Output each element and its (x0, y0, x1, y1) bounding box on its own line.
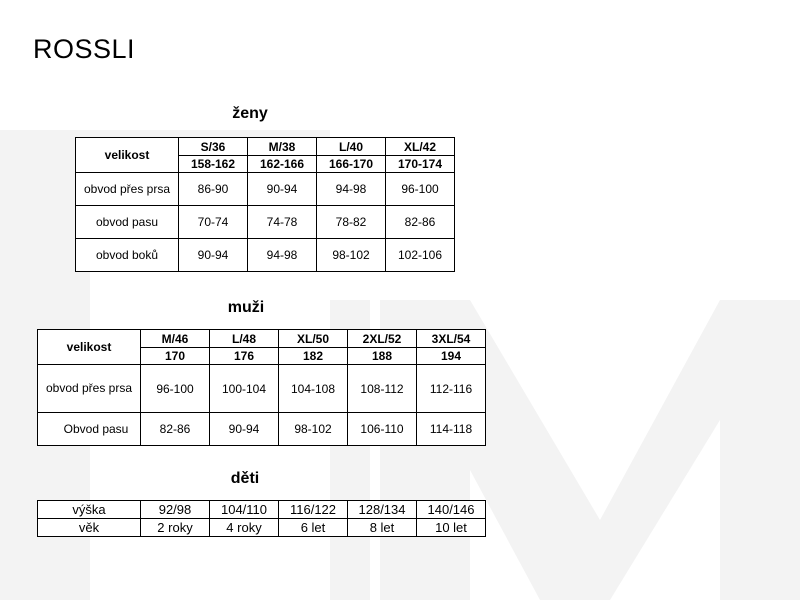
women-size: L/40 (317, 138, 386, 156)
men-height: 188 (348, 348, 417, 365)
men-size: M/46 (141, 330, 210, 348)
men-height: 176 (210, 348, 279, 365)
men-size: 3XL/54 (417, 330, 486, 348)
kids-cell: 4 roky (210, 519, 279, 537)
brand-logo: ROSSLI (33, 34, 136, 64)
women-cell: 78-82 (317, 206, 386, 239)
men-cell: 106-110 (348, 413, 417, 446)
men-cell: 96-100 (141, 365, 210, 413)
men-cell: 108-112 (348, 365, 417, 413)
men-height: 170 (141, 348, 210, 365)
women-cell: 90-94 (179, 239, 248, 272)
kids-cell: 116/122 (279, 501, 348, 519)
women-cell: 70-74 (179, 206, 248, 239)
women-row-label: obvod přes prsa (76, 173, 179, 206)
women-cell: 102-106 (386, 239, 455, 272)
kids-cell: 92/98 (141, 501, 210, 519)
women-cell: 94-98 (248, 239, 317, 272)
men-row-label: obvod přes prsa (38, 365, 141, 413)
women-size-table (75, 137, 455, 272)
men-row-label: Obvod pasu (38, 413, 141, 446)
kids-cell: 104/110 (210, 501, 279, 519)
kids-cell: 140/146 (417, 501, 486, 519)
women-cell: 96-100 (386, 173, 455, 206)
women-cell: 86-90 (179, 173, 248, 206)
women-size: S/36 (179, 138, 248, 156)
women-cell: 90-94 (248, 173, 317, 206)
kids-cell: 8 let (348, 519, 417, 537)
women-cell: 82-86 (386, 206, 455, 239)
men-size-table (37, 329, 486, 446)
women-row-label: obvod boků (76, 239, 179, 272)
women-height: 158-162 (179, 156, 248, 173)
men-size: 2XL/52 (348, 330, 417, 348)
women-height: 170-174 (386, 156, 455, 173)
women-cell: 98-102 (317, 239, 386, 272)
women-height: 166-170 (317, 156, 386, 173)
men-cell: 112-116 (417, 365, 486, 413)
men-cell: 100-104 (210, 365, 279, 413)
men-cell: 104-108 (279, 365, 348, 413)
kids-title: děti (230, 470, 260, 487)
kids-row-label: výška (38, 501, 141, 519)
men-cell: 98-102 (279, 413, 348, 446)
men-title: muži (227, 299, 265, 316)
men-cell: 90-94 (210, 413, 279, 446)
men-height: 194 (417, 348, 486, 365)
men-cell: 114-118 (417, 413, 486, 446)
women-title: ženy (232, 105, 268, 122)
kids-row-label: věk (38, 519, 141, 537)
women-height: 162-166 (248, 156, 317, 173)
men-size: L/48 (210, 330, 279, 348)
women-header-cell: velikost (76, 138, 179, 173)
men-size: XL/50 (279, 330, 348, 348)
women-cell: 74-78 (248, 206, 317, 239)
women-cell: 94-98 (317, 173, 386, 206)
women-row-label: obvod pasu (76, 206, 179, 239)
kids-size-table (37, 500, 486, 537)
men-height: 182 (279, 348, 348, 365)
kids-cell: 6 let (279, 519, 348, 537)
kids-cell: 2 roky (141, 519, 210, 537)
men-cell: 82-86 (141, 413, 210, 446)
women-size: M/38 (248, 138, 317, 156)
kids-cell: 128/134 (348, 501, 417, 519)
kids-cell: 10 let (417, 519, 486, 537)
women-size: XL/42 (386, 138, 455, 156)
men-header-cell: velikost (38, 330, 141, 365)
